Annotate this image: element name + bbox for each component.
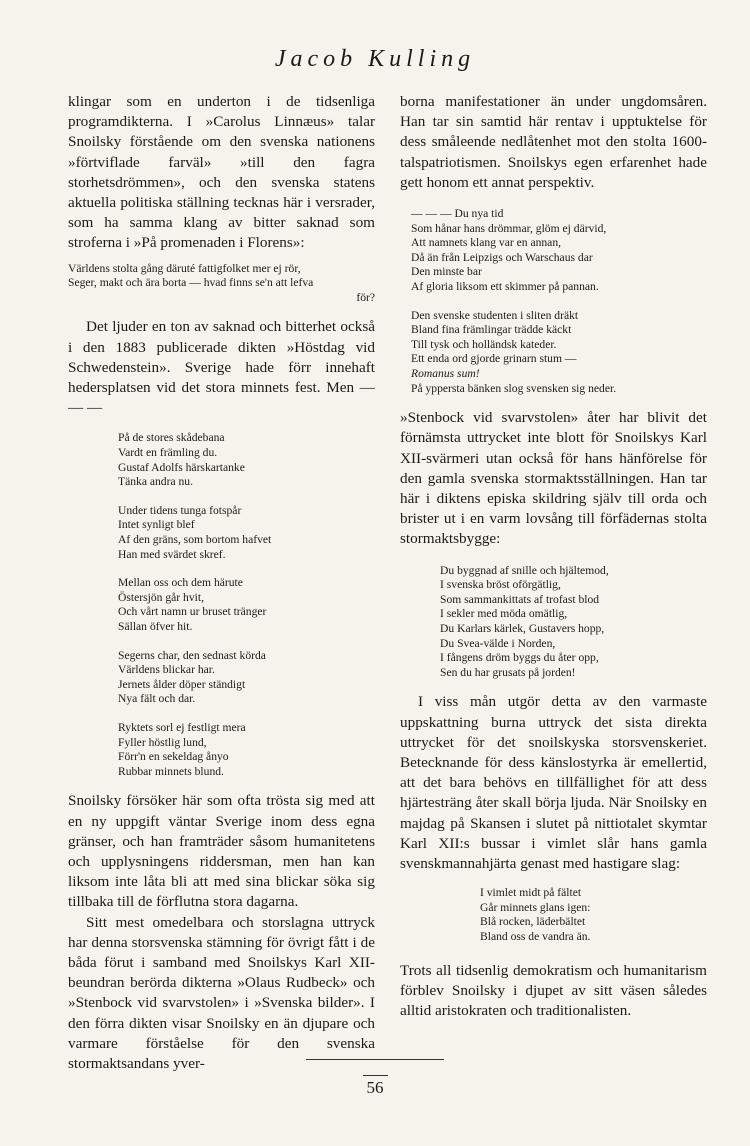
poem-line: Intet synligt blef: [118, 518, 195, 532]
stanza: [411, 207, 707, 295]
poem-line: Då än från Leipzigs och Warschaus dar: [411, 250, 593, 264]
footer-divider: [306, 1059, 444, 1060]
poem-line: Den svenske studenten i sliten dräkt: [411, 308, 579, 322]
poem: [118, 431, 375, 779]
poem-line: På yppersta bänken slog svensken sig neder.: [411, 381, 617, 395]
paragraph: Det ljuder en ton av saknad och bitterhet också i den 1883 publicerade dikten »Höstdag vid Schwedenstein». Sverige hade förr innehaft hedersplatsen vid det stora minnets fest. Men — — —: [68, 318, 375, 417]
paragraph: »Stenbock vid svarvstolen» åter har blivit det förnämsta uttrycket inte blott för Snoilskys Karl XII-svärmeri utan också för hans hänförelse för den gamla svenska stormaktsställningen. Han tar här i diktens episka skildring själv till orda och brister ut i en varm lovsång till förfädernas stolta stormaktsbygge:: [400, 409, 707, 548]
poem-line: Du Karlars kärlek, Gustavers hopp,: [440, 621, 605, 635]
stanza: [118, 649, 375, 707]
poem-line: Förr'n en sekeldag ånyo: [118, 750, 229, 764]
poem-line: Fyller höstlig lund,: [118, 735, 207, 749]
poem-line: Och vårt namn ur bruset tränger: [118, 605, 267, 619]
poem-line: Ryktets sorl ej festligt mera: [118, 720, 246, 734]
poem-line: Går minnets glans igen:: [480, 900, 591, 914]
poem-line: Segerns char, den sednast körda: [118, 648, 266, 662]
poem-line: Tänka andra nu.: [118, 475, 194, 489]
poem-line: Sällan öfver hit.: [118, 619, 193, 633]
stanza: [118, 504, 375, 562]
poem-line: Han med svärdet skref.: [118, 547, 226, 561]
paragraph: borna manifestationer än under ungdomsåren. Han tar sin samtid här rentav i upptuktelse för dess småleende nedlåtenhet mot den stolta 1600-talspatriotismen. Snoilskys egen erfarenhet hade gett honom ett annat perspektiv.: [400, 93, 707, 191]
poem-line: Östersjön går hvit,: [118, 590, 204, 604]
page-number-text: 56: [363, 1075, 388, 1097]
poem-line: Bland oss de vandra än.: [480, 929, 591, 943]
poem-line: — — — Du nya tid: [411, 207, 504, 221]
quote-line: Seger, makt och ära borta — hvad finns se'n att lefva: [68, 276, 314, 290]
poem-line: Ett enda ord gjorde grinarn stum —: [411, 352, 577, 366]
page-number: [0, 1078, 750, 1098]
stanza: [118, 431, 375, 489]
poem-line: Som hånar hans drömmar, glöm ej därvid,: [411, 221, 607, 235]
left-column: [68, 92, 375, 1074]
poem-line: Vardt en främling du.: [118, 446, 218, 460]
poem-line: Som sammankittats af trofast blod: [440, 592, 600, 606]
stanza: [118, 721, 375, 779]
poem-line: I svenska bröst oförgätlig,: [440, 578, 561, 592]
poem-line: I vimlet midt på fältet: [480, 886, 582, 900]
poem-line: I sekler med möda omätlig,: [440, 607, 568, 621]
poem-line: Af den gräns, som bortom hafvet: [118, 532, 272, 546]
stanza: [118, 576, 375, 634]
poem: [440, 564, 707, 681]
poem-line: Gustaf Adolfs härskartanke: [118, 460, 245, 474]
poem: [480, 886, 707, 944]
paragraph: Snoilsky försöker här som ofta trösta sig med att en ny uppgift väntar Sverige inom dess egna gränser, och han framträder såsom humanitetens och upplysningens riddersman, men han kan liksom inte låta bli att med sina blickar söka sig tillbaka till de förflutna stora dagarna.: [68, 792, 375, 911]
poem-line: Af gloria liksom ett skimmer på pannan.: [411, 279, 599, 293]
poem-line: Mellan oss och dem härute: [118, 576, 243, 590]
quote-line: Världens stolta gång däruté fattigfolket mer ej rör,: [68, 261, 301, 275]
poem-line: Romanus sum!: [411, 366, 480, 380]
poem-line: Du byggnad af snille och hjältemod,: [440, 563, 609, 577]
poem-line: Blå rocken, läderbältet: [480, 915, 586, 929]
poem-line: Under tidens tunga fotspår: [118, 503, 242, 517]
poem-line: Världens blickar har.: [118, 663, 215, 677]
poem-line: Sen du har grusats på jorden!: [440, 665, 576, 679]
stanza: [411, 309, 707, 397]
paragraph: I viss mån utgör detta av den varmaste uppskattning burna uttryck det sista direkta uttrycket för det snoilskyska storsvenskeriet. Betecknande för dess känslostyrka är emellertid, att det bara behövs en tillfällighet för att dess hjärtesträng åter skall börja ljuda. När Snoilsky en majdag på Skansen i slutet på nittiotalet skymtar Karl XII:s bussar i vimlet slår hans gamla svenskmannahjärta genast med hastigare slag:: [400, 693, 707, 872]
poem-line: I fångens dröm byggs du åter opp,: [440, 651, 599, 665]
poem-line: Jernets ålder döper ständigt: [118, 677, 246, 691]
right-column: [400, 92, 707, 1021]
paragraph: Sitt mest omedelbara och storslagna uttryck har denna storsvenska stämning för övrigt fått i de båda förut i samband med Snoilskys Karl XII-beundran berörda dikterna »Olaus Rudbeck» och »Stenbock vid svarvstolen» i »Svenska bilder». I den förra dikten visar Snoilsky en än djupare och varmare förståelse för den svenska stormaktsandans yver-: [68, 913, 375, 1072]
poem-line: Bland fina främlingar trädde käckt: [411, 323, 572, 337]
quote-line: för?: [356, 290, 375, 304]
poem: [411, 207, 707, 396]
poem-line: Rubbar minnets blund.: [118, 764, 224, 778]
paragraph: Trots all tidsenlig demokratism och humanitarism förblev Snoilsky i djupet av sitt väsen således alltid aristokraten och traditionalisten.: [400, 961, 707, 1019]
poem-line: Att namnets klang var en annan,: [411, 236, 562, 250]
poem-line: Den minste bar: [411, 265, 482, 279]
poem-line: Du Svea-välde i Norden,: [440, 636, 556, 650]
poem-line: Nya fält och dar.: [118, 692, 196, 706]
poem-line: Till tysk och holländsk kateder.: [411, 337, 557, 351]
poem-line: På de stores skådebana: [118, 431, 225, 445]
paragraph: klingar som en underton i de tidsenliga programdikterna. I »Carolus Linnæus» talar Snoilsky förstående om den svenska nationens »förtviflade farväl» »till den fagra storhetsdrömmen», och den svenska statens aktuella politiska ställning tecknas här i versrader, som ha samma klang av bitter saknad som stroferna i »På promenaden i Florens»:: [68, 93, 375, 252]
block-quote: [68, 262, 375, 306]
running-title: Jacob Kulling: [274, 46, 476, 72]
